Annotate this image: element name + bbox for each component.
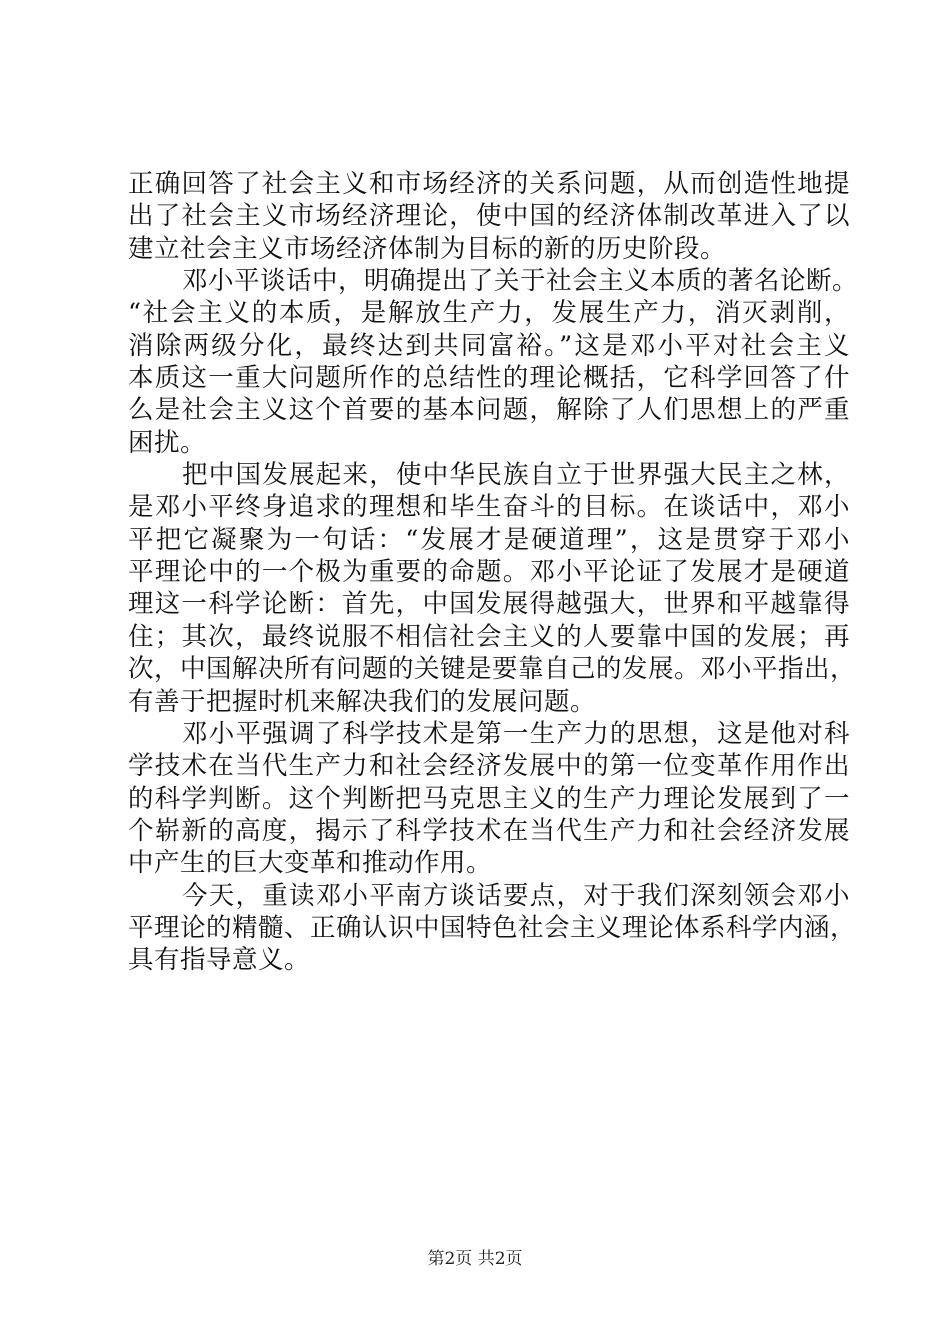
body-text bbox=[128, 168, 859, 977]
text-line: 平理论中的一个极为重要的命题。邓小平论证了发展才是硬道 bbox=[128, 557, 850, 588]
paragraph-first-line: 邓小平强调了科学技术是第一生产力的思想，这是他对科 bbox=[182, 718, 850, 749]
text-line: 平理论的精髓、正确认识中国特色社会主义理论体系科学内涵， bbox=[128, 912, 857, 943]
text-line: 出了社会主义市场经济理论，使中国的经济体制改革进入了以 bbox=[128, 201, 850, 232]
text-line: 正确回答了社会主义和市场经济的关系问题，从而创造性地提 bbox=[128, 169, 850, 199]
paragraph-first-line: 邓小平谈话中，明确提出了关于社会主义本质的著名论断。 bbox=[182, 266, 859, 297]
paragraph-first-line: 今天，重读邓小平南方谈话要点，对于我们深刻领会邓小 bbox=[182, 880, 850, 911]
text-line: 住；其次，最终说服不相信社会主义的人要靠中国的发展；再 bbox=[128, 621, 850, 652]
text-line: 本质这一重大问题所作的总结性的理论概括，它科学回答了什 bbox=[128, 363, 850, 394]
text-line: 消除两级分化，最终达到共同富裕。”这是邓小平对社会主义 bbox=[128, 330, 850, 361]
text-line: 建立社会主义市场经济体制为目标的新的历史阶段。 bbox=[128, 233, 727, 264]
text-line: “社会主义的本质，是解放生产力，发展生产力，消灭剥削， bbox=[128, 298, 850, 329]
text-line: 平把它凝聚为一句话：“发展才是硬道理”，这是贯穿于邓小 bbox=[128, 524, 850, 555]
text-line: 是邓小平终身追求的理想和毕生奋斗的目标。在谈话中，邓小 bbox=[128, 492, 850, 523]
text-line: 学技术在当代生产力和社会经济发展中的第一位变革作用作出 bbox=[128, 751, 850, 782]
text-line: 有善于把握时机来解决我们的发展问题。 bbox=[128, 686, 597, 717]
text-line: 的科学判断。这个判断把马克思主义的生产力理论发展到了一 bbox=[128, 783, 850, 814]
text-line: 困扰。 bbox=[128, 427, 207, 458]
text-line: 具有指导意义。 bbox=[128, 945, 311, 976]
text-line: 个崭新的高度，揭示了科学技术在当代生产力和社会经济发展 bbox=[128, 815, 850, 846]
paragraph-first-line: 把中国发展起来，使中华民族自立于世界强大民主之林， bbox=[182, 460, 850, 491]
text-line: 次，中国解决所有问题的关键是要靠自己的发展。邓小平指出， bbox=[128, 654, 857, 685]
page-number-footer: 第2页 共2页 bbox=[427, 1249, 523, 1269]
text-line: 理这一科学论断：首先，中国发展得越强大，世界和平越靠得 bbox=[128, 589, 850, 620]
text-line: 中产生的巨大变革和推动作用。 bbox=[128, 848, 493, 879]
text-line: 么是社会主义这个首要的基本问题，解除了人们思想上的严重 bbox=[128, 395, 850, 426]
